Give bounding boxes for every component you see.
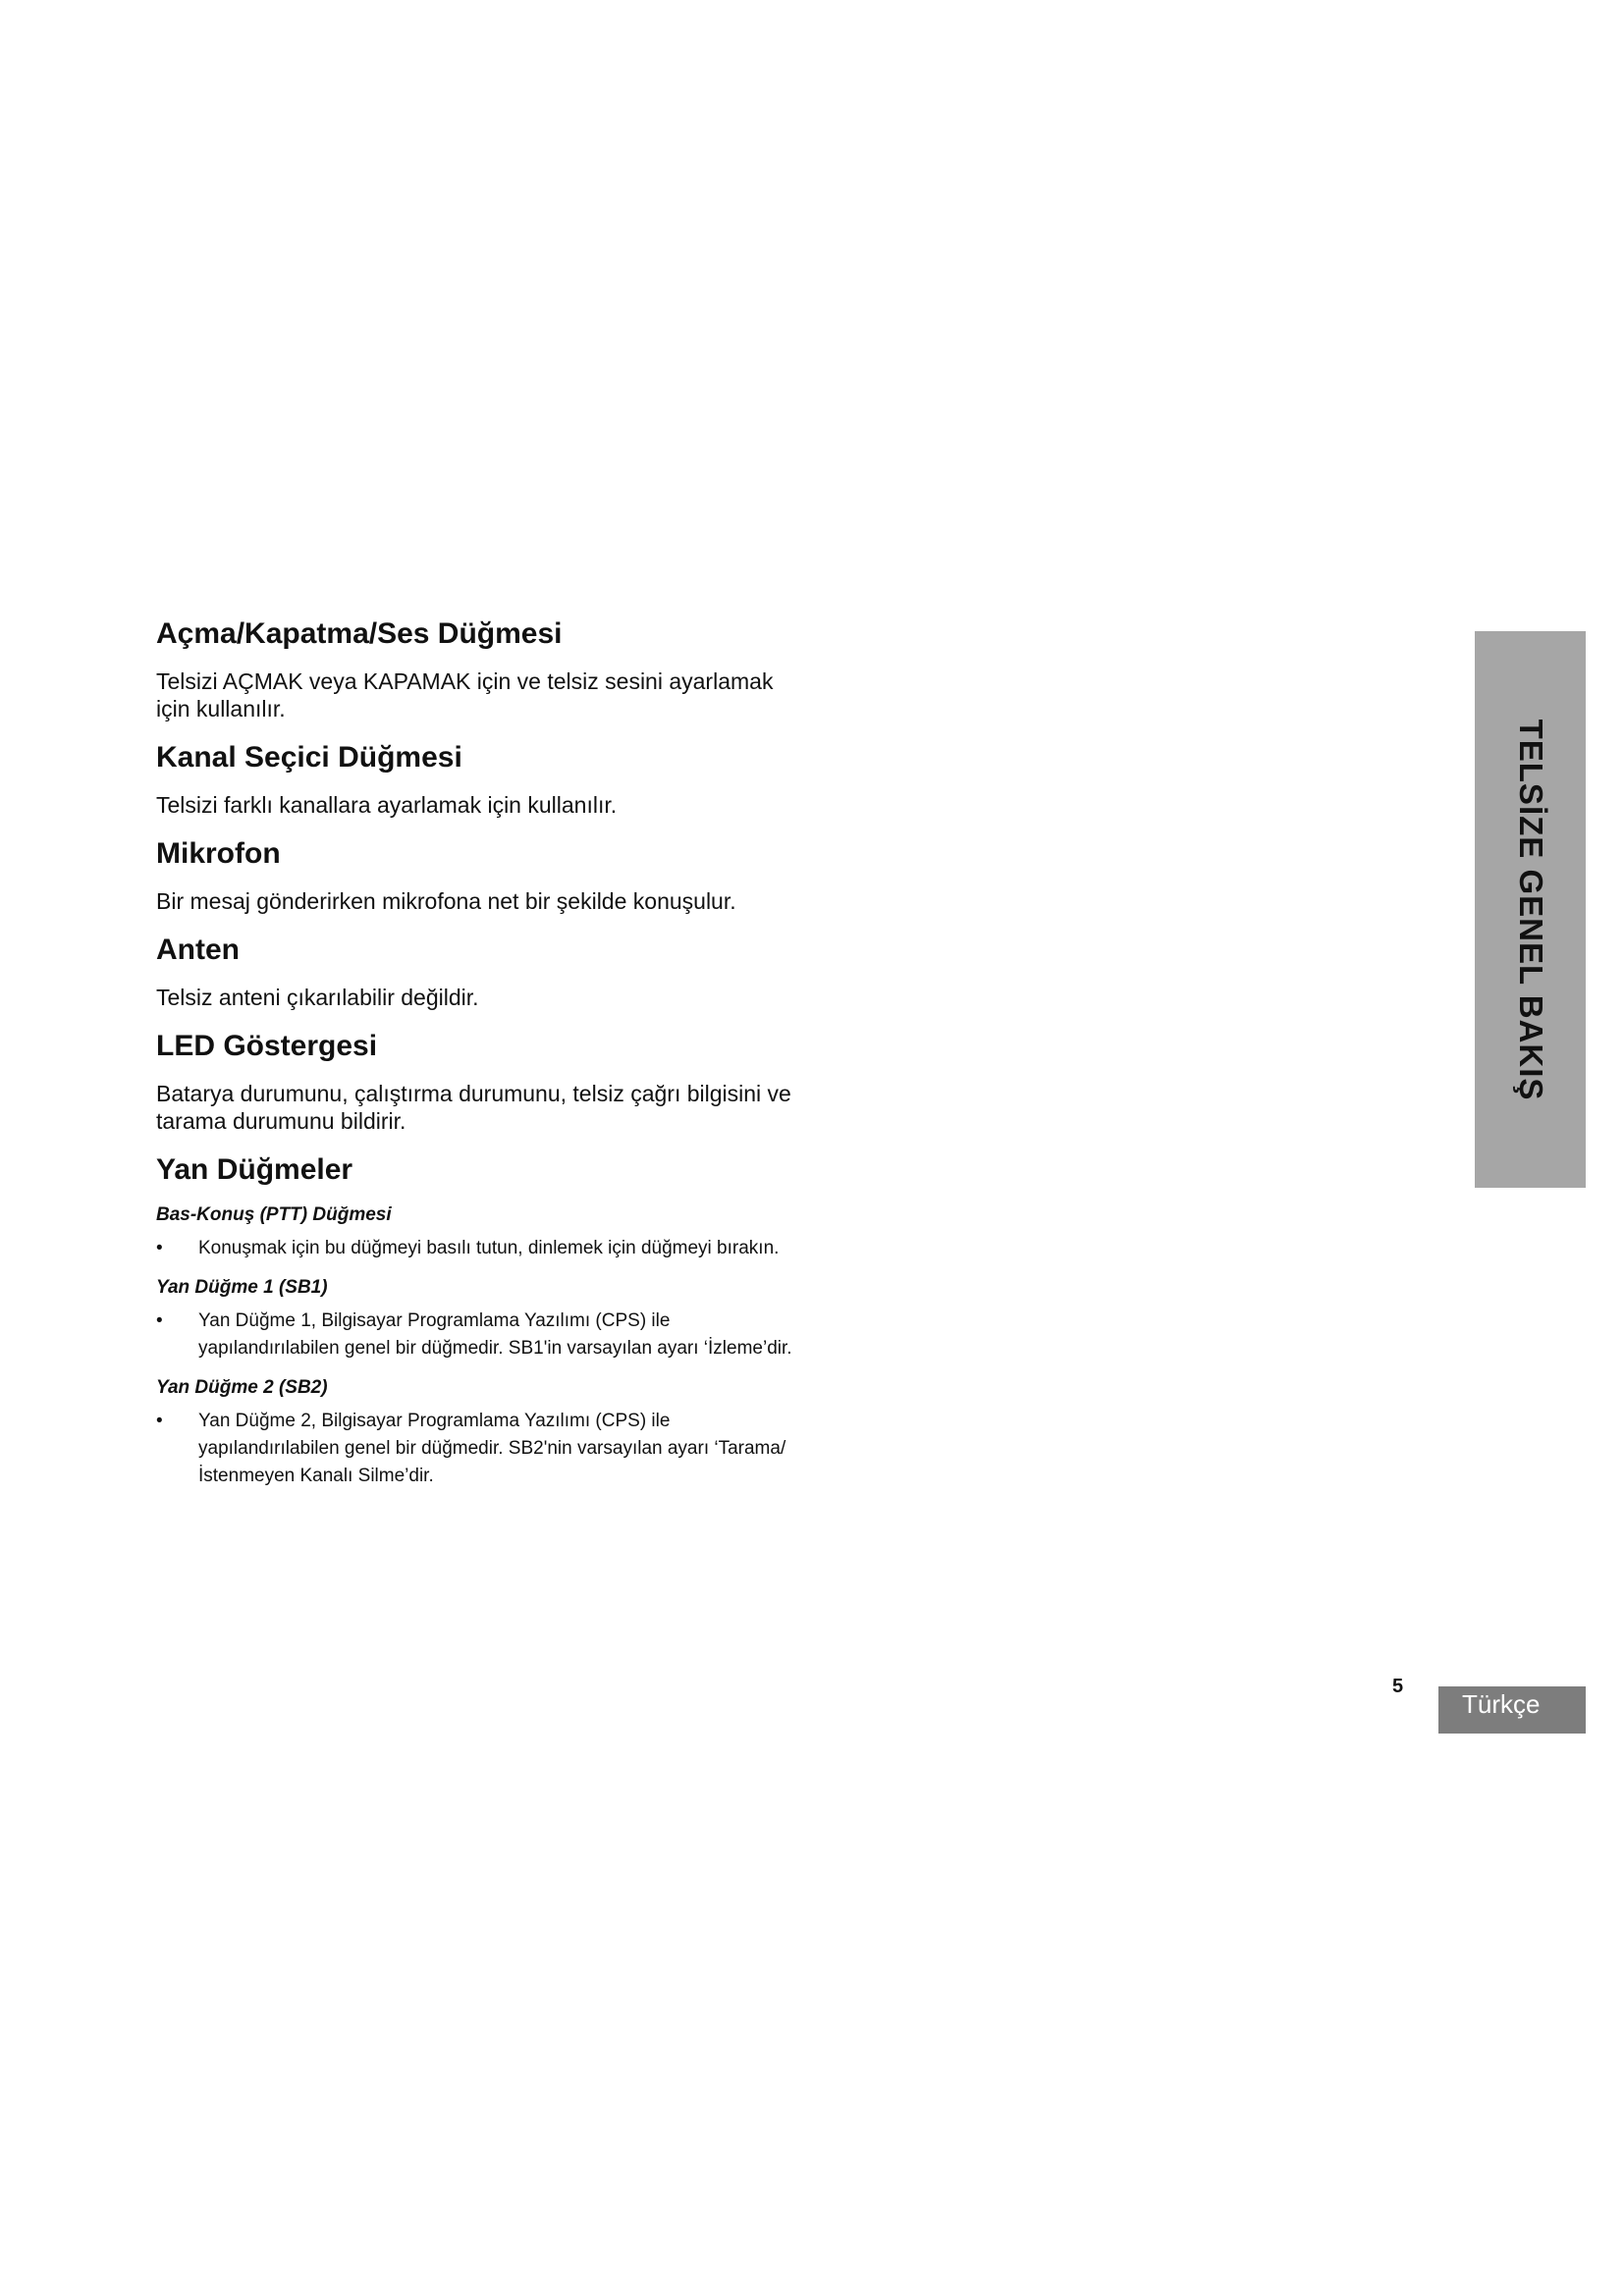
- chapter-side-tab-label: TELSİZE GENEL BAKIŞ: [1512, 719, 1549, 1100]
- bullet-text-ptt-button: Konuşmak için bu düğmeyi basılı tutun, dinlemek için düğmeyi bırakın.: [198, 1238, 780, 1258]
- list-item-side-button-1: [156, 1308, 804, 1362]
- bullet-text-side-button-2: Yan Düğme 2, Bilgisayar Programlama Yazılımı (CPS) ile yapılandırılabilen genel bir düğmedir. SB2'nin varsayılan ayarı ‘Tarama/İstenmeyen Kanalı Silme’dir.: [198, 1411, 786, 1486]
- section-heading-power-volume: Açma/Kapatma/Ses Düğmesi: [156, 617, 563, 650]
- language-tab: [1438, 1686, 1586, 1734]
- subheading-side-button-2: Yan Düğme 2 (SB2): [156, 1377, 328, 1398]
- chapter-side-tab: [1475, 631, 1586, 1188]
- section-body-channel-selector: Telsizi farklı kanallara ayarlamak için kullanılır.: [156, 792, 618, 818]
- list-item-ptt-button: [156, 1235, 804, 1262]
- list-item-side-button-2: [156, 1408, 804, 1490]
- subheading-ptt-button: Bas-Konuş (PTT) Düğmesi: [156, 1204, 392, 1225]
- subheading-side-button-1: Yan Düğme 1 (SB1): [156, 1277, 328, 1298]
- section-heading-channel-selector: Kanal Seçici Düğmesi: [156, 741, 462, 774]
- bullet-text-side-button-1: Yan Düğme 1, Bilgisayar Programlama Yazılımı (CPS) ile yapılandırılabilen genel bir düğmedir. SB1'in varsayılan ayarı ‘İzleme’dir.: [198, 1310, 792, 1359]
- section-body-power-volume: Telsizi AÇMAK veya KAPAMAK için ve telsiz sesini ayarlamak için kullanılır.: [156, 668, 774, 721]
- section-body-microphone: Bir mesaj gönderirken mikrofona net bir şekilde konuşulur.: [156, 888, 736, 914]
- page-number: 5: [1392, 1676, 1404, 1697]
- section-heading-side-buttons: Yan Düğmeler: [156, 1153, 353, 1186]
- section-heading-antenna: Anten: [156, 934, 240, 966]
- bullet-icon: •: [156, 1411, 163, 1431]
- section-body-antenna: Telsiz anteni çıkarılabilir değildir.: [156, 985, 479, 1010]
- language-tab-label: Türkçe: [1462, 1689, 1541, 1719]
- bullet-icon: •: [156, 1238, 163, 1258]
- section-heading-microphone: Mikrofon: [156, 837, 281, 870]
- bullet-icon: •: [156, 1310, 163, 1331]
- section-heading-led-indicator: LED Göstergesi: [156, 1030, 378, 1062]
- main-content: [156, 616, 804, 1504]
- section-body-led-indicator: Batarya durumunu, çalıştırma durumunu, telsiz çağrı bilgisini ve tarama durumunu bildirir.: [156, 1081, 791, 1134]
